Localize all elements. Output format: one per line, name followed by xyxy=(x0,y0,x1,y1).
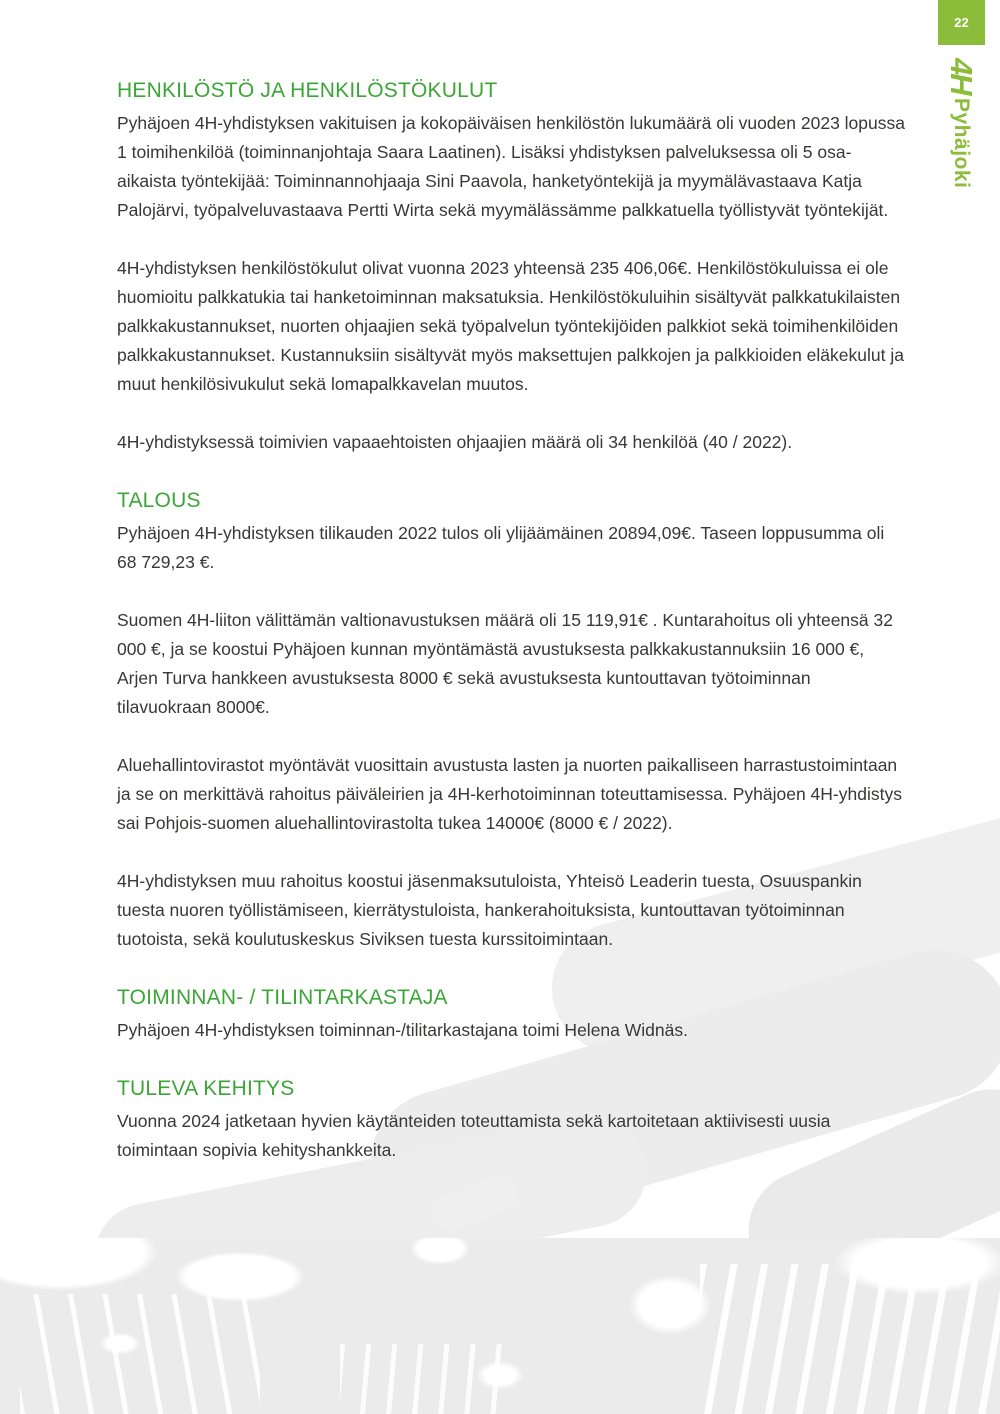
paragraph: Aluehallintovirastot myöntävät vuosittain avustusta lasten ja nuorten paikalliseen harrastustoimintaan ja se on merkittävä rahoitus päiväleirien ja 4H-kerhotoiminnan toteuttamisessa. Pyhäjoen 4H-yhdistys sai Pohjois-suomen aluehallintovirastolta tukea 14000€ (8000 € / 2022). xyxy=(117,755,902,833)
paragraph: Pyhäjoen 4H-yhdistyksen vakituisen ja kokopäiväisen henkilöstön lukumäärä oli vuoden 2023 lopussa 1 toimihenkilöä (toiminnanjohtaja Saara Laatinen). Lisäksi yhdistyksen palveluksessa oli 5 osa-aikaista työntekijää: Toiminnannohjaaja Sini Paavola, hanketyöntekijä ja myymälävastaava Katja Palojärvi, työpalveluvastaava Pertti Wirta sekä myymälässämme palkkatuella työllistyvät työntekijät. xyxy=(117,113,905,220)
paragraph: Pyhäjoen 4H-yhdistyksen toiminnan-/tilitarkastajana toimi Helena Widnäs. xyxy=(117,1020,688,1040)
texture-gray-band xyxy=(0,1238,1000,1414)
section-heading-tuleva-kehitys: TULEVA KEHITYS xyxy=(117,1077,295,1100)
page-number: 22 xyxy=(954,15,969,30)
paragraph: 4H-yhdistyksessä toimivien vapaaehtoisten ohjaajien määrä oli 34 henkilöä (40 / 2022). xyxy=(117,432,793,452)
section-heading-henkilosto: HENKILÖSTÖ JA HENKILÖSTÖKULUT xyxy=(117,79,498,102)
logo-text: Pyhäjoki xyxy=(950,98,973,189)
texture-slash-marks xyxy=(700,1264,1000,1414)
paragraph: Vuonna 2024 jatketaan hyvien käytänteiden toteuttamista sekä kartoitetaan aktiivisesti uusia toimintaan sopivia kehityshankkeita. xyxy=(117,1111,831,1160)
texture-slash-marks xyxy=(20,1294,260,1414)
4h-logo-icon: 4H xyxy=(944,58,979,94)
logo-4h-pyhajoki xyxy=(936,58,986,188)
paragraph: Pyhäjoen 4H-yhdistyksen tilikauden 2022 tulos oli ylijäämäinen 20894,09€. Taseen loppusumma oli 68 729,23 €. xyxy=(117,523,885,572)
paragraph: Suomen 4H-liiton välittämän valtionavustuksen määrä oli 15 119,91€ . Kuntarahoitus oli yhteensä 32 000 €, ja se koostui Pyhäjoen kunnan myöntämästä avustuksesta palkkakustannuksiin 16 000 €, Arjen Turva hankkeen avustuksesta 8000 € sekä avustuksesta kuntouttavan työtoiminnan tilavuokraan 8000€. xyxy=(117,610,893,717)
section-heading-tarkastaja: TOIMINNAN- / TILINTARKASTAJA xyxy=(117,986,448,1009)
section-heading-talous: TALOUS xyxy=(117,489,201,512)
paragraph: 4H-yhdistyksen henkilöstökulut olivat vuonna 2023 yhteensä 235 406,06€. Henkilöstökuluissa ei ole huomioitu palkkatukia tai hanketoiminnan maksatuksia. Henkilöstökuluihin sisältyvät palkkatukilaisten palkkakustannukset, nuorten ohjaajien sekä työpalvelun työntekijöiden palkkiot sekä toimihenkilöiden palkkakustannukset. Kustannuksiin sisältyvät myös maksettujen palkkojen ja palkkioiden eläkekulut ja muut henkilösivukulut sekä lomapalkkavelan muutos. xyxy=(117,258,904,394)
page-content xyxy=(117,76,907,1194)
paragraph: 4H-yhdistyksen muu rahoitus koostui jäsenmaksutuloista, Yhteisö Leaderin tuesta, Osuuspankin tuesta nuoren työllistämiseen, kierrätystuloista, hankerahoituksista, kuntouttavan työtoiminnan tuotoista, sekä koulutuskeskus Siviksen tuesta kurssitoimintaan. xyxy=(117,871,862,949)
texture-slash-marks xyxy=(340,1344,510,1414)
page-number-badge xyxy=(938,0,985,45)
